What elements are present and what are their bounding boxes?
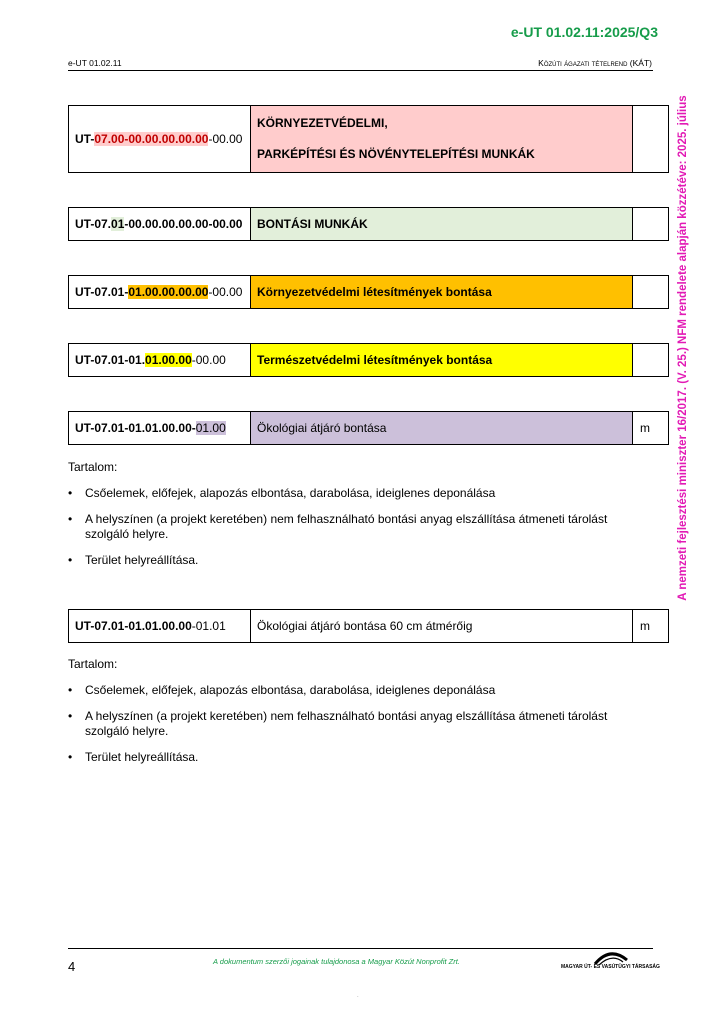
code-part-2: 01.00.00 — [145, 353, 192, 367]
content-list — [68, 683, 628, 765]
content-list — [68, 486, 628, 568]
item-unit: m — [640, 421, 650, 435]
list-item: • Terület helyreállítása. — [68, 750, 628, 765]
item-row — [68, 411, 669, 445]
item-row — [68, 609, 669, 643]
item-code — [69, 106, 251, 172]
page-mark: . — [357, 993, 359, 999]
item-code — [69, 208, 251, 240]
logo-text: MAGYAR ÚT- ÉS VASÚTÜGYI TÁRSASÁG — [561, 964, 660, 970]
title-line-1: KÖRNYEZETVÉDELMI, — [257, 115, 388, 130]
item-code — [69, 276, 251, 308]
list-item: • A helyszínen (a projekt keretében) nem felhasználható bontási anyag elszállítása átmeneti tárolást szolgáló helyre. — [68, 709, 628, 739]
code-part-2: 01 — [111, 217, 125, 231]
code-part-3: -00.00.00.00.00-00.00 — [124, 217, 243, 231]
item-title: Természetvédelmi létesítmények bontása — [251, 344, 633, 376]
content-section — [68, 657, 628, 776]
code-part-2: 01.00.00.00.00 — [128, 285, 209, 299]
item-unit — [633, 276, 668, 308]
header-right-title — [538, 58, 652, 68]
item-unit: m — [640, 619, 650, 633]
list-item: • Terület helyreállítása. — [68, 553, 628, 568]
code-part-1: UT-07.01- — [75, 285, 129, 299]
item-title: Környezetvédelmi létesítmények bontása — [251, 276, 633, 308]
code-part-2: -01.01 — [191, 619, 226, 633]
item-title: BONTÁSI MUNKÁK — [251, 208, 633, 240]
item-unit — [633, 208, 668, 240]
code-part-1: UT- — [75, 132, 95, 146]
item-row — [68, 275, 669, 309]
header-divider — [68, 70, 653, 71]
code-part-3: -00.00 — [208, 285, 243, 299]
item-row — [68, 105, 669, 173]
code-part-1: UT-07. — [75, 217, 112, 231]
code-part-2: 07.00-00.00.00.00.00 — [94, 132, 209, 146]
list-item: • Csőelemek, előfejek, alapozás elbontása, darabolása, ideiglenes deponálása — [68, 683, 628, 698]
item-code — [69, 610, 251, 642]
item-row — [68, 207, 669, 241]
code-part-3: -00.00 — [191, 353, 226, 367]
content-label: Tartalom: — [68, 460, 118, 474]
item-title — [251, 106, 633, 172]
document-id: e-UT 01.02.11:2025/Q3 — [510, 24, 658, 40]
item-title: Ökológiai átjáró bontása 60 cm átmérőig — [251, 610, 633, 642]
code-part-3: -00.00 — [208, 132, 243, 146]
item-unit — [633, 106, 668, 172]
page-number: 4 — [68, 959, 76, 974]
code-part-2: 01.00 — [195, 421, 226, 435]
header-left-code: e-UT 01.02.11 — [68, 58, 122, 68]
content-section — [68, 460, 628, 579]
list-item: • Csőelemek, előfejek, alapozás elbontása, darabolása, ideiglenes deponálása — [68, 486, 628, 501]
item-row — [68, 343, 669, 377]
code-part-1: UT-07.01-01.01.00.00 — [75, 619, 192, 633]
side-publication-note: A nemzeti fejlesztési miniszter 16/2017. (V. 25.) NFM rendelete alapján közzétéve: 2025. július — [677, 95, 689, 601]
item-code — [69, 412, 251, 444]
content-label: Tartalom: — [68, 657, 118, 671]
code-part-1: UT-07.01-01. — [75, 353, 146, 367]
title-line-2: PARKÉPÍTÉSI ÉS NÖVÉNYTELEPÍTÉSI MUNKÁK — [257, 147, 535, 161]
header-right-text: Közúti ágazati tételrend (KÁT) — [538, 58, 652, 68]
code-part-1: UT-07.01-01.01.00.00- — [75, 421, 196, 435]
item-unit — [633, 344, 668, 376]
list-item: • A helyszínen (a projekt keretében) nem felhasználható bontási anyag elszállítása átmeneti tárolást szolgáló helyre. — [68, 512, 628, 542]
footer-copyright: A dokumentum szerzői jogainak tulajdonosa a Magyar Közút Nonprofit Zrt. — [213, 957, 460, 966]
item-code — [69, 344, 251, 376]
item-title: Ökológiai átjáró bontása — [251, 412, 633, 444]
